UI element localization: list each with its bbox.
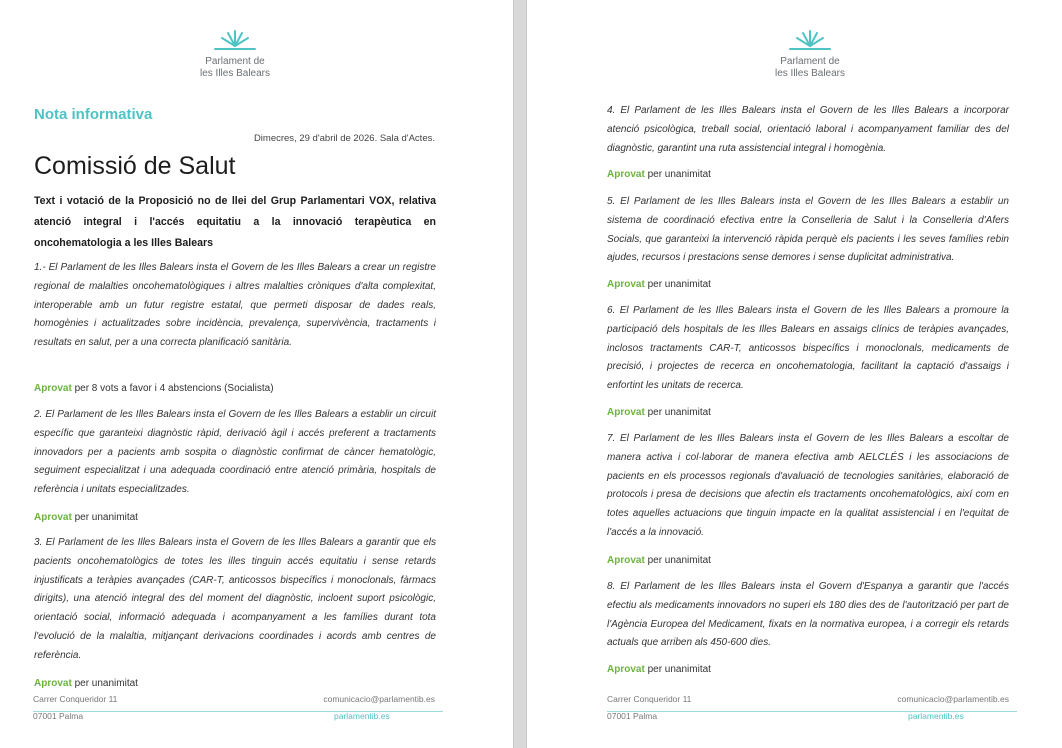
logo-line-2: les Illes Balears <box>774 68 846 79</box>
nota-informativa-label: Nota informativa <box>34 106 153 123</box>
logo-line-1: Parlament de <box>780 56 840 67</box>
approved-label: Aprovat <box>34 512 72 523</box>
point-paragraph: 7. El Parlament de les Illes Balears insta el Govern de les Illes Balears a escoltar de manera activa i col·laborar de manera efectiva amb AELCLÉS i les associacions de pacients en els processos regionals d'avaluació de tecnologies sanitàries, elaboració de protocols i presa de decisions que afectin els tractaments oncohematològics, així com en totes aquelles actuacions que tinguin impacte en la qualitat assistencial i en l'equitat de l'accés a la innovació. <box>607 433 1009 538</box>
vote-result <box>34 678 138 689</box>
sunburst-icon <box>786 28 834 52</box>
footer-street: Carrer Conqueridor 11 <box>607 694 692 704</box>
footer-street: Carrer Conqueridor 11 <box>33 694 118 704</box>
vote-detail: per unanimitat <box>644 555 711 566</box>
approved-label: Aprovat <box>34 383 72 394</box>
vote-detail: per unanimitat <box>644 407 711 418</box>
vote-result <box>607 169 711 180</box>
vote-result <box>607 279 711 290</box>
parlament-logo <box>175 28 295 80</box>
sunburst-icon <box>211 28 259 52</box>
page-footer <box>607 690 1017 724</box>
document-page-left <box>0 0 513 748</box>
page-title: Comissió de Salut <box>34 152 236 180</box>
approved-label: Aprovat <box>607 555 645 566</box>
approved-label: Aprovat <box>607 407 645 418</box>
vote-detail: per unanimitat <box>644 169 711 180</box>
parlament-logo <box>750 28 870 80</box>
point-paragraph: 5. El Parlament de les Illes Balears insta el Govern de les Illes Balears a establir un sistema de coordinació efectiva entre la Conselleria de Salut i la Conselleria d'Afers Socials, que garanteixi la intervenció ràpida perquè els pacients i les seves famílies rebin ajudes, recursos i prestacions sense demores i sense duplicitat administrativa. <box>607 196 1009 264</box>
vote-result <box>607 407 711 418</box>
point-paragraph: 1.- El Parlament de les Illes Balears insta el Govern de les Illes Balears a crear un registre regional de malalties oncohematològiques i altres malalties cròniques d'alta complexitat, interoperable amb un futur registre estatal, que permeti disposar de dades reals, homogènies i actualitzades sobre incidència, prevalença, supervivència, tractaments i resultats en salut, per a una correcta planificació sanitària. <box>34 262 436 349</box>
date-line: Dimecres, 29 d'abril de 2026. Sala d'Actes. <box>253 133 435 144</box>
footer-website: parlamentib.es <box>334 711 390 721</box>
footer-city: 07001 Palma <box>33 711 84 721</box>
point-paragraph: 6. El Parlament de les Illes Balears insta el Govern de les Illes Balears a promoure la participació dels hospitals de les Illes Balears en assaigs clínics de teràpies avançades, inclosos tractaments CAR-T, anticossos bispecífics i monoclonals, medicaments de precisió, i projectes de recerca en oncohematologia, facilitant la captació d'assaigs i enfortint les unitats de recerca. <box>607 305 1009 392</box>
approved-label: Aprovat <box>607 279 645 290</box>
vote-detail: per unanimitat <box>644 279 711 290</box>
vote-detail: per 8 vots a favor i 4 abstencions (Socialista) <box>71 383 274 394</box>
footer-city: 07001 Palma <box>607 711 658 721</box>
point-paragraph: 3. El Parlament de les Illes Balears insta el Govern de les Illes Balears a garantir que els pacients oncohematològics de totes les illes tinguin accés equitatiu i sense retards injustificats a teràpies avançades (CAR-T, anticossos bispecífics i monoclonals, fàrmacs dirigits), una atenció integral des del moment del diagnòstic, incloent suport psicològic, orientació social, informació adequada i acompanyament a les famílies durant tota l'evolució de la malaltia, mitjançant derivacions coordinades i acords amb centres de referència. <box>34 537 436 661</box>
approved-label: Aprovat <box>34 678 72 689</box>
point-paragraph: 2. El Parlament de les Illes Balears insta el Govern de les Illes Balears a establir un circuit específic que garanteixi diagnòstic ràpid, derivació àgil i accés preferent a tractaments innovadors per a pacients amb sospita o diagnòstic confirmat de càncer hematològic, seguiment especialitzat i una adequada coordinació entre atenció primària, hospitals de referència i unitats especialitzades. <box>34 409 436 496</box>
logo-line-1: Parlament de <box>205 56 265 67</box>
vote-result <box>34 512 138 523</box>
page-subtitle: Text i votació de la Proposició no de llei del Grup Parlamentari VOX, relativa atenció integral i l'accés equitatiu a la innovació terapèutica en oncohematologia a les Illes Balears <box>34 195 436 249</box>
vote-detail: per unanimitat <box>71 512 138 523</box>
vote-detail: per unanimitat <box>644 664 711 675</box>
approved-label: Aprovat <box>607 664 645 675</box>
logo-text <box>175 56 295 80</box>
document-page-right <box>527 0 1062 748</box>
vote-result <box>607 664 711 675</box>
page-gutter <box>513 0 527 748</box>
logo-line-2: les Illes Balears <box>199 68 271 79</box>
vote-detail: per unanimitat <box>71 678 138 689</box>
approved-label: Aprovat <box>607 169 645 180</box>
footer-email: comunicacio@parlamentib.es <box>323 694 435 704</box>
page-footer <box>33 690 443 724</box>
footer-email: comunicacio@parlamentib.es <box>897 694 1009 704</box>
vote-result <box>607 555 711 566</box>
logo-text <box>750 56 870 80</box>
footer-website: parlamentib.es <box>908 711 964 721</box>
point-paragraph: 4. El Parlament de les Illes Balears insta el Govern de les Illes Balears a incorporar atenció psicològica, treball social, orientació laboral i acompanyament familiar des del diagnòstic, garantint una ruta assistencial integral i homogènia. <box>607 105 1009 154</box>
vote-result <box>34 383 274 394</box>
point-paragraph: 8. El Parlament de les Illes Balears insta el Govern d'Espanya a garantir que l'accés efectiu als medicaments innovadors no superi els 180 dies des de l'autorització per part de l'Agència Europea del Medicament, fixats en la normativa europea, i a corregir els retards actuals que arriben als 450-600 dies. <box>607 581 1009 649</box>
